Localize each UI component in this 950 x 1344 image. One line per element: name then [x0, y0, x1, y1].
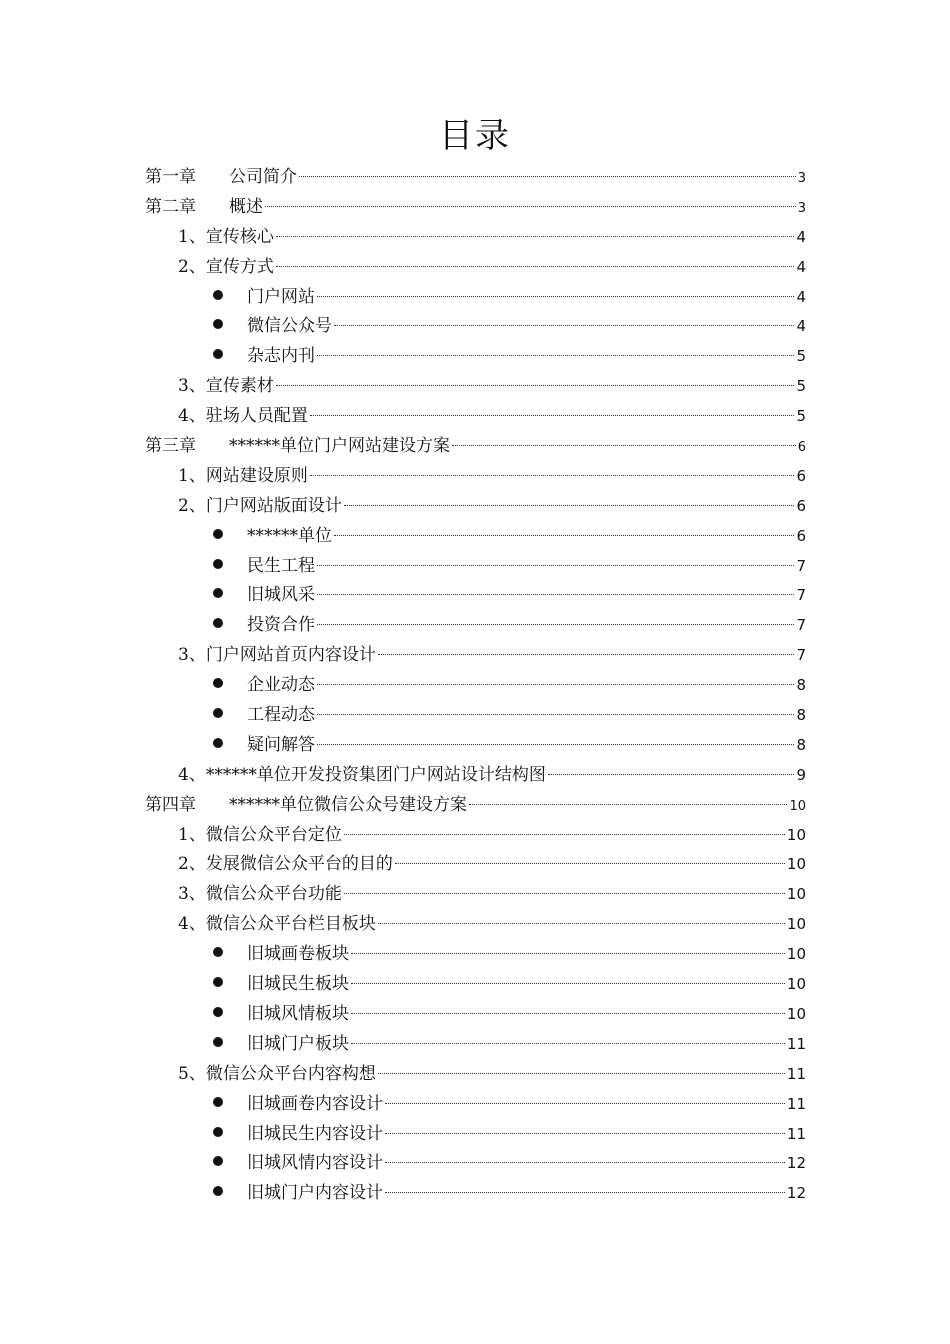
- toc-subsection-entry[interactable]: [145, 970, 806, 1000]
- toc-section-entry[interactable]: [145, 492, 806, 522]
- toc-subsection-entry[interactable]: [145, 731, 806, 761]
- toc-entry-label: 门户网站: [247, 286, 315, 307]
- toc-subsection-entry[interactable]: [145, 1000, 806, 1030]
- toc-subsection-entry[interactable]: [145, 581, 806, 611]
- toc-page-number: 10: [786, 915, 806, 934]
- toc-page-number: 7: [796, 646, 806, 665]
- toc-entry-label: 3、宣传素材: [178, 376, 274, 397]
- toc-entry-label: ******单位微信公众号建设方案: [229, 794, 467, 815]
- toc-subsection-entry[interactable]: [145, 611, 806, 641]
- table-of-contents: [145, 163, 806, 1209]
- toc-chapter-number: 第三章: [145, 436, 196, 457]
- toc-entry-label: 概述: [229, 196, 263, 217]
- toc-subsection-entry[interactable]: [145, 283, 806, 313]
- dot-leader: [344, 834, 785, 835]
- toc-subsection-entry[interactable]: [145, 1179, 806, 1209]
- toc-entry-label: 4、驻场人员配置: [178, 406, 308, 427]
- bullet-icon: [213, 618, 223, 628]
- toc-entry-label: 1、微信公众平台定位: [178, 824, 342, 845]
- toc-section-entry[interactable]: [145, 850, 806, 880]
- dot-leader: [344, 505, 795, 506]
- toc-section-entry[interactable]: [145, 641, 806, 671]
- toc-page-number: 5: [796, 347, 806, 366]
- bullet-icon: [213, 738, 223, 748]
- dot-leader: [344, 893, 785, 894]
- toc-section-entry[interactable]: [145, 821, 806, 851]
- dot-leader: [317, 684, 794, 685]
- toc-entry-label: 工程动态: [247, 705, 315, 726]
- toc-page-number: 7: [796, 556, 806, 575]
- bullet-icon: [213, 977, 223, 987]
- dot-leader: [385, 1162, 785, 1163]
- bullet-icon: [213, 1186, 223, 1196]
- toc-entry-label: 公司简介: [229, 167, 297, 187]
- toc-entry-label: 4、******单位开发投资集团门户网站设计结构图: [178, 764, 546, 785]
- toc-entry-label: 2、宣传方式: [178, 256, 274, 277]
- toc-entry-label: 5、微信公众平台内容构想: [178, 1063, 376, 1084]
- toc-page-number: 8: [796, 735, 806, 754]
- dot-leader: [317, 296, 794, 297]
- dot-leader: [385, 1103, 785, 1104]
- dot-leader: [351, 1043, 785, 1044]
- toc-page-number: 6: [796, 466, 806, 485]
- toc-page-number: 10: [786, 1004, 806, 1023]
- toc-page-number: 11: [786, 1034, 806, 1053]
- toc-subsection-entry[interactable]: [145, 701, 806, 731]
- bullet-icon: [213, 529, 223, 539]
- dot-leader: [276, 266, 795, 267]
- dot-leader: [378, 654, 795, 655]
- toc-page-number: 5: [796, 407, 806, 426]
- toc-subsection-entry[interactable]: [145, 342, 806, 372]
- toc-section-entry[interactable]: [145, 761, 806, 791]
- dot-leader: [469, 804, 787, 805]
- dot-leader: [276, 236, 795, 237]
- toc-entry-label: 4、微信公众平台栏目板块: [178, 914, 376, 935]
- dot-leader: [317, 744, 794, 745]
- toc-entry-label: 企业动态: [247, 675, 315, 696]
- bullet-icon: [213, 1007, 223, 1017]
- toc-entry-label: 2、门户网站版面设计: [178, 495, 342, 516]
- toc-entry-label: 2、发展微信公众平台的目的: [178, 854, 393, 875]
- dot-leader: [334, 535, 794, 536]
- bullet-icon: [213, 1097, 223, 1107]
- dot-leader: [310, 415, 795, 416]
- dot-leader: [276, 385, 795, 386]
- toc-page-number: 11: [786, 1124, 806, 1143]
- bullet-icon: [213, 559, 223, 569]
- toc-subsection-entry[interactable]: [145, 940, 806, 970]
- toc-page-number: 6: [797, 440, 806, 456]
- toc-page-number: 5: [796, 377, 806, 396]
- toc-page-number: 3: [797, 200, 806, 216]
- dot-leader: [317, 355, 794, 356]
- toc-section-entry[interactable]: [145, 223, 806, 253]
- dot-leader: [548, 774, 795, 775]
- toc-chapter-number: 第四章: [145, 794, 196, 815]
- toc-page-number: 10: [786, 825, 806, 844]
- dot-leader: [351, 1013, 785, 1014]
- toc-page-number: 3: [797, 171, 806, 186]
- toc-page-number: 4: [796, 317, 806, 336]
- bullet-icon: [213, 708, 223, 718]
- toc-title: 目录: [439, 116, 511, 156]
- bullet-icon: [213, 1037, 223, 1047]
- toc-entry-label: 3、微信公众平台功能: [178, 884, 342, 905]
- toc-entry-label: 疑问解答: [247, 734, 315, 755]
- toc-subsection-entry[interactable]: [145, 1030, 806, 1060]
- toc-subsection-entry[interactable]: [145, 1120, 806, 1150]
- bullet-icon: [213, 678, 223, 688]
- dot-leader: [378, 923, 785, 924]
- toc-section-entry[interactable]: [145, 462, 806, 492]
- toc-section-entry[interactable]: [145, 402, 806, 432]
- toc-subsection-entry[interactable]: [145, 312, 806, 342]
- toc-entry-label: 3、门户网站首页内容设计: [178, 645, 376, 666]
- dot-leader: [385, 1192, 785, 1193]
- toc-entry-label: 1、宣传核心: [178, 226, 274, 247]
- dot-leader: [299, 176, 796, 177]
- toc-chapter-number: 第一章: [145, 167, 196, 187]
- toc-section-entry[interactable]: [145, 880, 806, 910]
- toc-page-number: 12: [786, 1154, 806, 1173]
- dot-leader: [395, 863, 785, 864]
- toc-entry-label: 1、网站建设原则: [178, 465, 308, 486]
- bullet-icon: [213, 588, 223, 598]
- toc-section-entry[interactable]: [145, 372, 806, 402]
- toc-entry-label: ******单位: [247, 525, 332, 546]
- dot-leader: [317, 565, 794, 566]
- toc-page-number: 7: [796, 586, 806, 605]
- toc-entry-label: 投资合作: [247, 615, 315, 636]
- dot-leader: [317, 714, 794, 715]
- toc-entry-label: 旧城门户板块: [247, 1033, 349, 1054]
- toc-entry-label: 旧城风采: [247, 585, 315, 606]
- toc-page-number: 10: [789, 798, 806, 814]
- dot-leader: [351, 953, 785, 954]
- dot-leader: [385, 1133, 785, 1134]
- toc-page-number: 12: [786, 1184, 806, 1203]
- toc-entry-label: 旧城民生板块: [247, 974, 349, 995]
- dot-leader: [317, 594, 794, 595]
- toc-subsection-entry[interactable]: [145, 522, 806, 552]
- toc-chapter-entry[interactable]: [145, 193, 806, 223]
- toc-page-number: 7: [796, 616, 806, 635]
- toc-page-number: 10: [786, 945, 806, 964]
- toc-page-number: 4: [796, 287, 806, 306]
- toc-chapter-entry[interactable]: [145, 791, 806, 821]
- toc-subsection-entry[interactable]: [145, 1090, 806, 1120]
- dot-leader: [351, 983, 785, 984]
- toc-subsection-entry[interactable]: [145, 1149, 806, 1179]
- bullet-icon: [213, 290, 223, 300]
- dot-leader: [265, 206, 796, 207]
- bullet-icon: [213, 1127, 223, 1137]
- toc-chapter-number: 第二章: [145, 196, 196, 217]
- toc-page-number: 4: [796, 257, 806, 276]
- toc-page-number: 11: [786, 1064, 806, 1083]
- toc-page-number: 6: [796, 496, 806, 515]
- toc-entry-label: ******单位门户网站建设方案: [229, 436, 450, 457]
- toc-page-number: 8: [796, 706, 806, 725]
- dot-leader: [452, 445, 796, 446]
- toc-page-number: 4: [796, 227, 806, 246]
- toc-entry-label: 杂志内刊: [247, 346, 315, 367]
- toc-section-entry[interactable]: [145, 1060, 806, 1090]
- toc-page-number: 9: [796, 765, 806, 784]
- dot-leader: [310, 475, 795, 476]
- toc-subsection-entry[interactable]: [145, 671, 806, 701]
- toc-chapter-entry[interactable]: [145, 163, 806, 193]
- dot-leader: [334, 325, 794, 326]
- dot-leader: [378, 1073, 785, 1074]
- toc-page-number: 10: [786, 885, 806, 904]
- bullet-icon: [213, 947, 223, 957]
- toc-page-number: 8: [796, 676, 806, 695]
- toc-entry-label: 旧城画卷板块: [247, 944, 349, 965]
- toc-entry-label: 民生工程: [247, 555, 315, 576]
- toc-entry-label: 微信公众号: [247, 316, 332, 337]
- toc-page-number: 6: [796, 526, 806, 545]
- toc-section-entry[interactable]: [145, 253, 806, 283]
- toc-page-number: 10: [786, 855, 806, 874]
- toc-page-number: 11: [786, 1094, 806, 1113]
- toc-entry-label: 旧城民生内容设计: [247, 1123, 383, 1144]
- bullet-icon: [213, 1156, 223, 1166]
- dot-leader: [317, 624, 794, 625]
- toc-page-number: 10: [786, 975, 806, 994]
- bullet-icon: [213, 319, 223, 329]
- toc-entry-label: 旧城画卷内容设计: [247, 1093, 383, 1114]
- toc-section-entry[interactable]: [145, 910, 806, 940]
- toc-entry-label: 旧城风情板块: [247, 1003, 349, 1024]
- toc-entry-label: 旧城风情内容设计: [247, 1153, 383, 1174]
- toc-entry-label: 旧城门户内容设计: [247, 1183, 383, 1204]
- bullet-icon: [213, 349, 223, 359]
- toc-chapter-entry[interactable]: [145, 432, 806, 462]
- toc-subsection-entry[interactable]: [145, 552, 806, 582]
